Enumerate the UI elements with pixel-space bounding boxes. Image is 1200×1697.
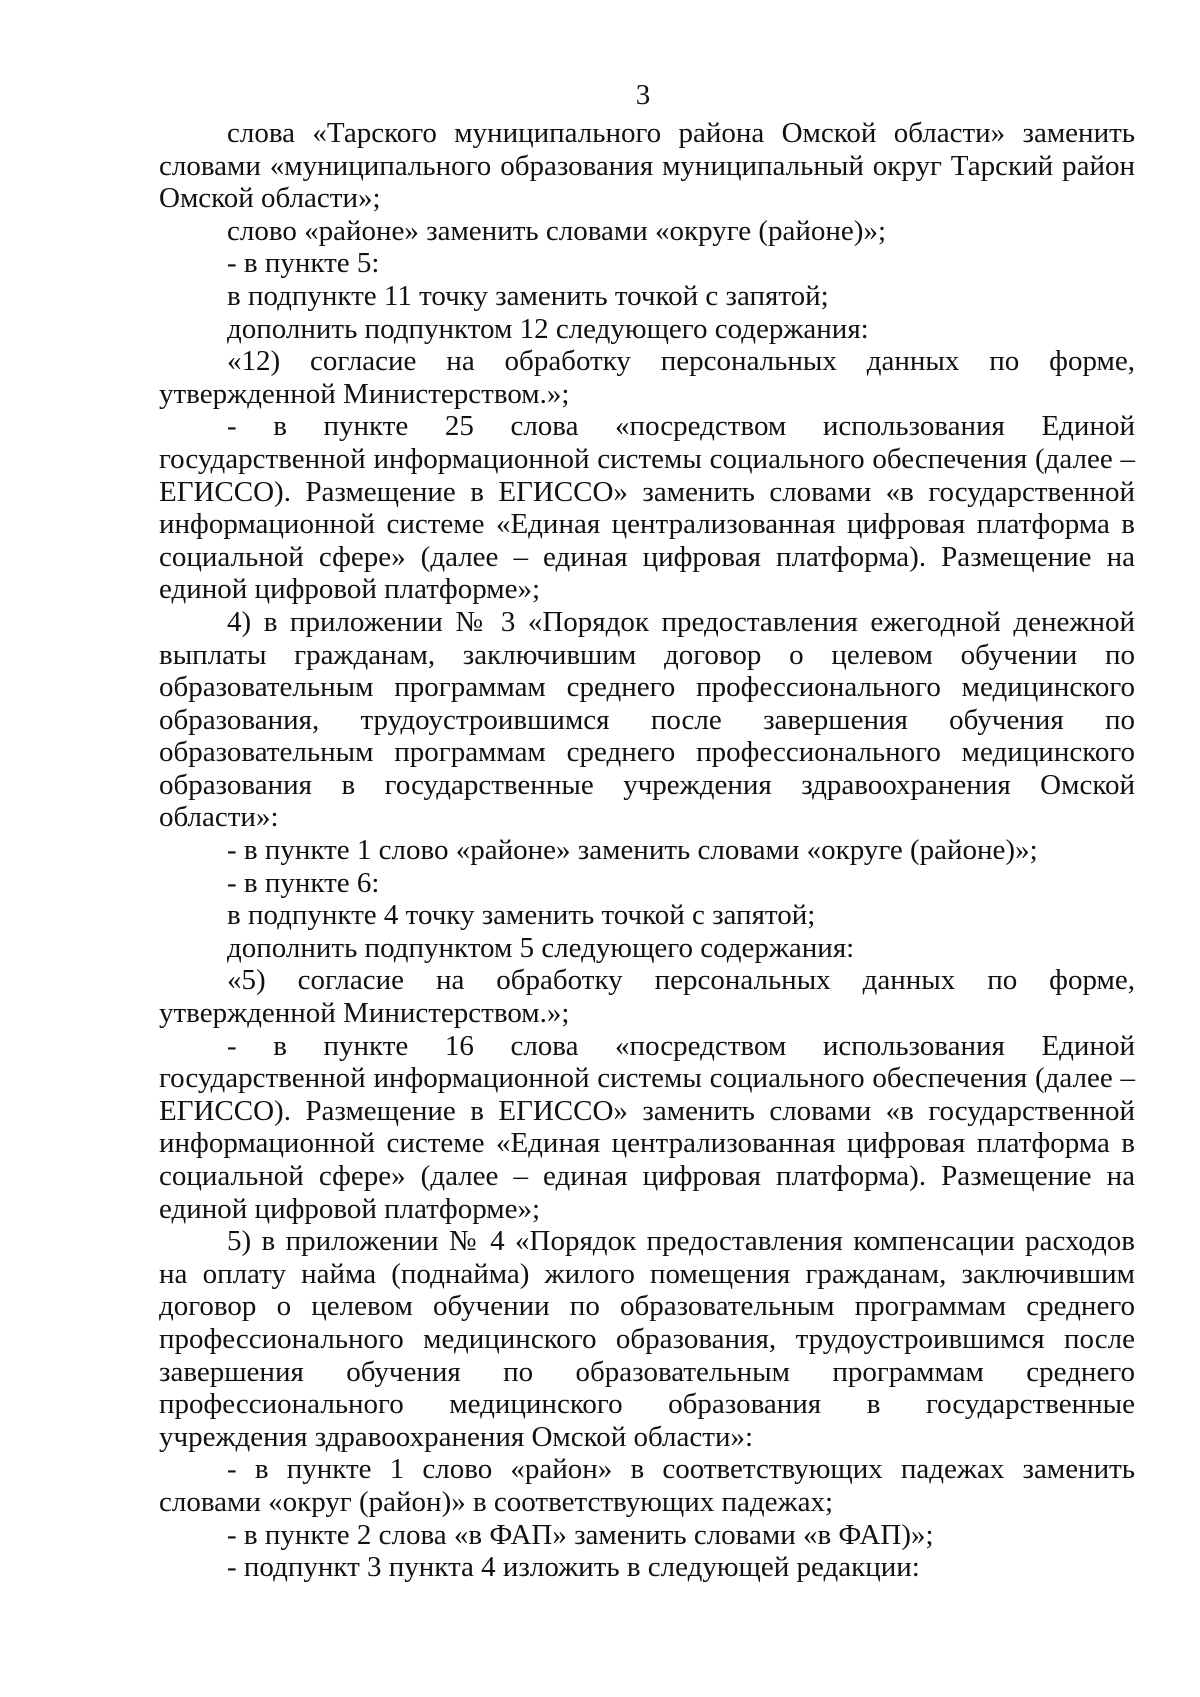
paragraph-10: - в пункте 6: [227,866,380,899]
paragraph-1: слова «Тарского муниципального района Омской области» заменить словами «муниципального образования муниципальный округ Тарский район Омской области»; [159,117,1135,215]
document-body [159,117,1135,1584]
paragraph-12: дополнить подпунктом 5 следующего содержания: [227,931,855,964]
page-number: 3 [635,79,651,111]
paragraph-11: в подпункте 4 точку заменить точкой с запятой; [227,899,816,932]
paragraph-15: 5) в приложении № 4 «Порядок предоставления компенсации расходов на оплату найма (поднайма) жилого помещения гражданам, заключившим договор о целевом обучении по образовательным программам среднего профессионального медицинского образования, трудоустроившимся после завершения обучения по образовательным программам среднего профессионального медицинского образования в государственные учреждения здравоохранения Омской области»: [159,1225,1135,1453]
paragraph-13: «5) согласие на обработку персональных данных по форме, утвержденной Министерством.»; [159,964,1135,1030]
paragraph-14: - в пункте 16 слова «посредством использования Единой государственной информационной системы социального обеспечения (далее – ЕГИССО). Размещение в ЕГИССО» заменить словами «в государственной информационной системе «Единая централизованная цифровая платформа в социальной сфере» (далее – единая цифровая платформа). Размещение на единой цифровой платформе»; [159,1029,1135,1225]
paragraph-8: 4) в приложении № 3 «Порядок предоставления ежегодной денежной выплаты гражданам, заключившим договор о целевом обучении по образовательным программам среднего профессионального медицинского образования, трудоустроившимся после завершения обучения по образовательным программам среднего профессионального медицинского образования в государственные учреждения здравоохранения Омской области»: [159,605,1135,834]
paragraph-9: - в пункте 1 слово «районе» заменить словами «округе (районе)»; [227,834,1038,867]
paragraph-2: слово «районе» заменить словами «округе (районе)»; [227,214,886,247]
paragraph-5: дополнить подпунктом 12 следующего содержания: [227,312,869,345]
paragraph-7: - в пункте 25 слова «посредством использования Единой государственной информационной системы социального обеспечения (далее – ЕГИССО). Размещение в ЕГИССО» заменить словами «в государственной информационной системе «Единая централизованная цифровая платформа в социальной сфере» (далее – единая цифровая платформа). Размещение на единой цифровой платформе»; [159,410,1135,606]
paragraph-17: - в пункте 2 слова «в ФАП» заменить словами «в ФАП)»; [227,1518,934,1551]
paragraph-4: в подпункте 11 точку заменить точкой с запятой; [227,279,829,312]
paragraph-18: - подпункт 3 пункта 4 изложить в следующей редакции: [227,1551,920,1584]
paragraph-6: «12) согласие на обработку персональных данных по форме, утвержденной Министерством.»; [159,345,1135,410]
paragraph-3: - в пункте 5: [227,247,380,280]
paragraph-16: - в пункте 1 слово «район» в соответствующих падежах заменить словами «округ (район)» в соответствующих падежах; [159,1453,1135,1518]
